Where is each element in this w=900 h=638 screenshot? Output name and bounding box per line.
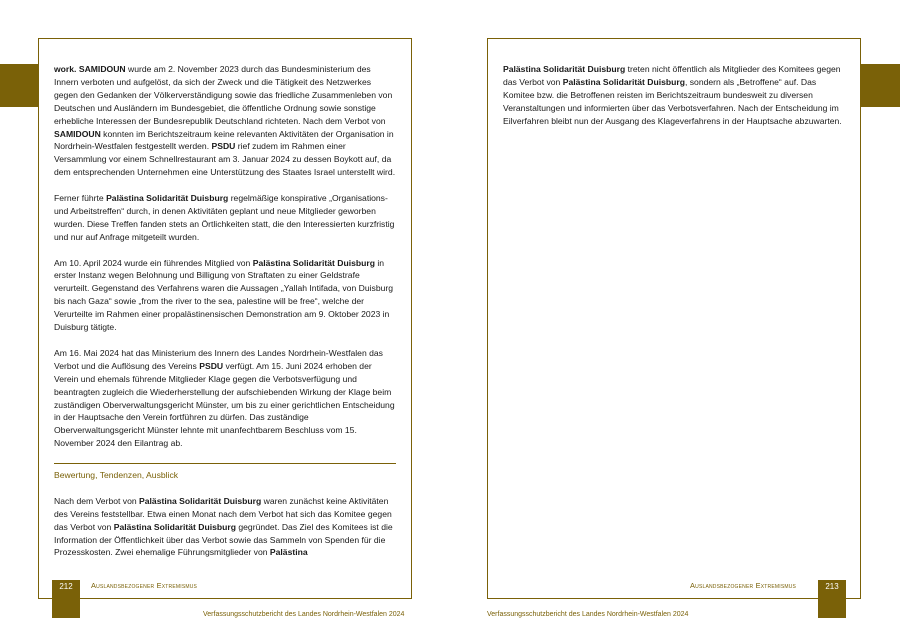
text-run: gegründet. Das Ziel des Komitees ist die Information der Öffentlichkeit über das Verbot sowie das Sammeln von Spenden für die Prozesskosten. Zwei ehemalige Führungsmitglieder von (54, 521, 393, 558)
right-edge-tab (861, 64, 900, 107)
bold-term: work. SAMIDOUN (54, 64, 126, 74)
bold-term: Palästina (269, 547, 308, 558)
left-page-body (54, 63, 396, 559)
caption-right: Verfassungsschutzbericht des Landes Nordrhein-Westfalen 2024 (487, 611, 689, 618)
text-run: Am 16. Mai 2024 hat das Ministerium des Innern des Landes Nordrhein-Westfalen das Verbot und die Auflösung des Vereins (54, 347, 383, 371)
text-run: Nach dem Verbot von (54, 495, 140, 506)
bold-term: Palästina Solidarität Duisburg (252, 257, 375, 268)
text-run: regelmäßige konspirative „Organisations- und Arbeitstreffen“ durch, in denen Aktivitäten geplant und neue Mitglieder geworben wurden. Diese Treffen fanden stets an Örtlichkeiten statt, die den Interessierten kurzfristig und nur auf Anfrage mitgeteilt wurden. (54, 193, 395, 242)
page-number-right (818, 580, 846, 618)
text-run: Ferner führte (54, 193, 107, 204)
body-paragraph (54, 257, 396, 334)
left-paragraphs (54, 63, 396, 450)
bold-term: Palästina Solidarität Duisburg (106, 193, 229, 204)
body-paragraph (503, 63, 847, 128)
bold-term: PSDU (199, 360, 224, 371)
bold-term: Palästina Solidarität Duisburg (562, 76, 685, 87)
text-run: , sondern als „Betroffene“ auf. Das Komitee bzw. die Betroffenen reisten im Berichtszeitraum bundesweit zu diversen Veranstaltungen und informierten über das Verbotsverfahren. Nach der Entscheidung im Eilverfahren bleibt nun der Ausgang des Klageverfahrens in der Hauptsache abzuwarten. (503, 76, 842, 126)
text-run: Am 10. April 2024 wurde ein führendes Mitglied von (54, 257, 253, 268)
left-page (38, 38, 412, 599)
bold-term: Palästina Solidarität Duisburg (113, 521, 236, 532)
body-paragraph (54, 63, 396, 179)
left-edge-tab (0, 64, 38, 107)
section-heading: Bewertung, Tendenzen, Ausblick (54, 470, 179, 481)
bold-term: Palästina Solidarität Duisburg (139, 495, 262, 506)
text-run: waren zunächst keine Aktivitäten des Vereins feststellbar. Etwa einen Monat nach dem Verbot hat sich das Komitee gegen das Verbot von (54, 495, 392, 532)
running-footer-right: Auslandsbezogener Extremismus (690, 581, 797, 590)
page-number-right-text: 213 (825, 582, 839, 591)
right-paragraphs (503, 63, 847, 128)
page-number-left (52, 580, 80, 618)
body-paragraph (54, 347, 396, 450)
body-paragraph (54, 192, 396, 244)
bold-term: Palästina Solidarität Duisburg (503, 64, 626, 74)
bold-term: PSDU (211, 141, 236, 152)
text-run: treten nicht öffentlich als Mitglieder des Komitees gegen das Verbot von (503, 64, 841, 87)
bold-term: SAMIDOUN (54, 128, 101, 139)
caption-left: Verfassungsschutzbericht des Landes Nordrhein-Westfalen 2024 (203, 611, 405, 618)
section-divider (54, 463, 396, 464)
page-number-left-text: 212 (59, 582, 73, 591)
right-page (487, 38, 861, 599)
text-run: rief zudem im Rahmen einer Versammlung vor einem Schnellrestaurant am 3. Januar 2024 zu dessen Boykott auf, da dem entsprechenden Unternehmen eine Unterstützung des Staates Israel unterstellt wird. (54, 141, 396, 178)
running-footer-left: Auslandsbezogener Extremismus (91, 581, 198, 590)
text-run: in erster Instanz wegen Belohnung und Billigung von Straftaten zu einer Geldstrafe verurteilt. Gegenstand des Verfahrens waren die Aussagen „Yallah Intifada, von Duisburg bis nach Gaza“ sowie „from the river to the sea, palestine will be free“, welche der Verurteilte im Rahmen einer propalästinensischen Demonstration am 9. Oktober 2023 in Duisburg tätigte. (54, 257, 394, 333)
text-run: verfügt. Am 15. Juni 2024 erhoben der Verein und ehemals führende Mitglieder Klage gegen die Verbotsverfügung und beantragten zugleich die Wiederherstellung der aufschiebenden Wirkung der Klage beim zuständigen Oberverwaltungsgericht Münster, um bis zu einer gerichtlichen Entscheidung in der Hauptsache den Verein fortführen zu dürfen. Das zuständige Oberverwaltungsgericht Münster lehnte mit unanfechtbarem Beschluss vom 15. November 2024 den Eilantrag ab. (54, 360, 395, 449)
text-run: wurde am 2. November 2023 durch das Bundesministerium des Innern verboten und aufgelöst, da sich der Zweck und die Tätigkeit des Netzwerkes gegen den Gedanken der Völkerverständigung sowie das friedliche Zusammenleben von Deutschen und Ausländern im Bundesgebiet, die öffentliche Ordnung sowie sonstige erhebliche Interessen der Bundesrepublik Deutschland richteten. Nach dem Verbot von (54, 64, 393, 126)
text-run: konnten im Berichtszeitraum keine relevanten Aktivitäten der Organisation in Nordrhein-Westfalen festgestellt werden. (54, 128, 394, 152)
closing-paragraph (54, 495, 396, 560)
right-page-body (503, 63, 847, 140)
